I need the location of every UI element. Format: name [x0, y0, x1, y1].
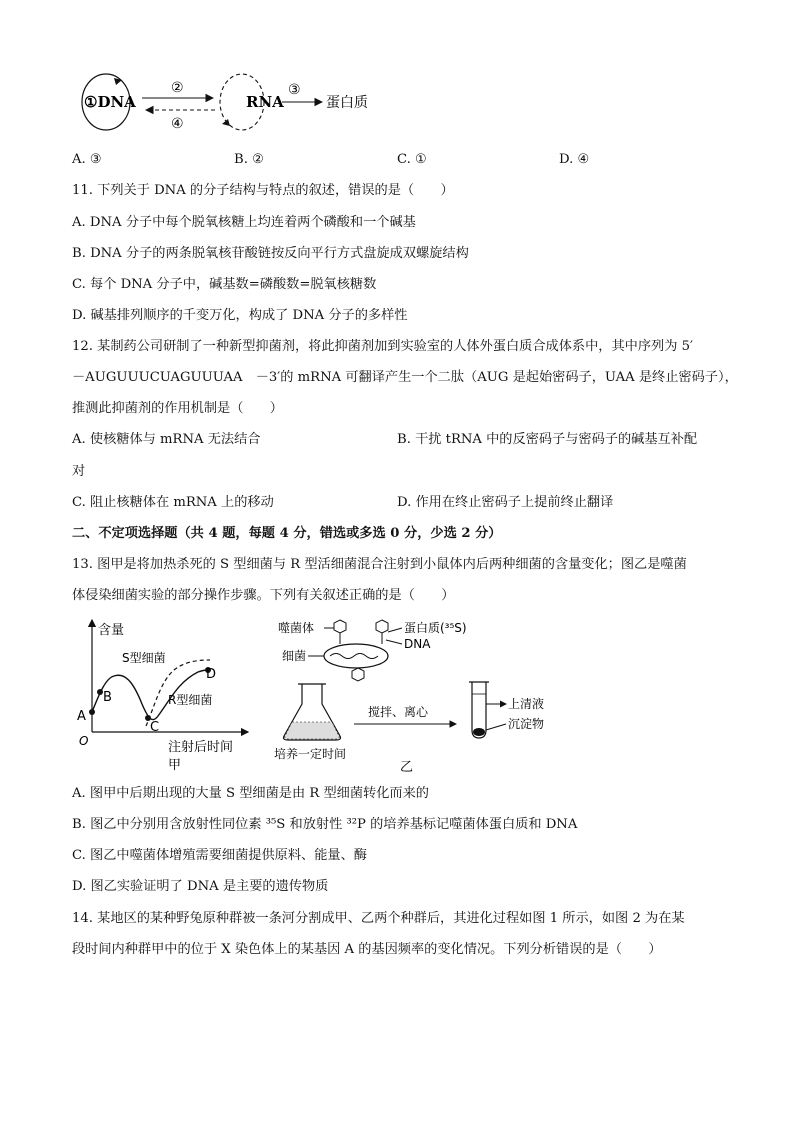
- section-2-heading: 二、不定项选择题（共 4 题，每题 4 分，错选或多选 0 分，少选 2 分）: [72, 526, 502, 541]
- y-axis-label: 含量: [98, 623, 125, 638]
- r-bacteria-label: R型细菌: [168, 693, 213, 707]
- point-c-label: C: [150, 720, 160, 735]
- q13-stem-line1: 13. 图甲是将加热杀死的 S 型细菌与 R 型活细菌混合注射到小鼠体内后两种细菌的含量变化；图乙是噬菌: [72, 557, 687, 572]
- bacterium-cell: [324, 644, 388, 668]
- figure-jia: [70, 612, 260, 774]
- protein-35s-label: 蛋白质(³⁵S): [404, 621, 467, 635]
- label-2: ②: [171, 80, 184, 96]
- x-axis-label: 注射后时间: [168, 740, 234, 755]
- q14-stem-line2: 段时间内种群甲中的位于 X 染色体上的某基因 A 的基因频率的变化情况。下列分析错误的是（ ）: [72, 942, 662, 957]
- q13-option-b[interactable]: B. 图乙中分别用含放射性同位素 ³⁵S 和放射性 ³²P 的培养基标记噬菌体蛋白质和 DNA: [72, 817, 578, 832]
- dna-loop-arrowhead: [114, 78, 122, 85]
- sediment-pointer: [486, 724, 506, 730]
- q12-option-b-continued: 对: [72, 464, 86, 479]
- phage-label: 噬菌体: [278, 621, 315, 635]
- stir-centrifuge-label: 搅拌、离心: [368, 705, 429, 719]
- q12-option-d[interactable]: D. 作用在终止密码子上提前终止翻译: [397, 495, 614, 510]
- dna-label-yi: DNA: [404, 637, 431, 651]
- q11-stem: 11. 下列关于 DNA 的分子结构与特点的叙述，错误的是（ ）: [72, 183, 454, 198]
- rna-loop-arrowhead: [222, 119, 230, 126]
- sediment-label: 沉淀物: [508, 717, 545, 731]
- q12-option-c[interactable]: C. 阻止核糖体在 mRNA 上的移动: [72, 495, 274, 510]
- q12-stem-line3: 推测此抑菌剂的作用机制是（ ）: [72, 401, 283, 416]
- point-b-label: B: [103, 690, 112, 705]
- origin-label: O: [79, 734, 89, 748]
- q10-option-b[interactable]: B. ②: [234, 152, 264, 167]
- phage-icon: [352, 668, 364, 681]
- culture-flask-icon: [284, 684, 341, 740]
- dna-label: ①DNA: [84, 93, 136, 111]
- q11-option-c[interactable]: C. 每个 DNA 分子中，碱基数=磷酸数=脱氧核糖数: [72, 277, 377, 292]
- supernatant-label: 上清液: [508, 697, 545, 711]
- q13-option-c[interactable]: C. 图乙中噬菌体增殖需要细菌提供原料、能量、酶: [72, 848, 367, 863]
- central-dogma-figure: [70, 66, 400, 136]
- bacteria-label: 细菌: [282, 649, 307, 663]
- q11-option-a[interactable]: A. DNA 分子中每个脱氧核糖上均连着两个磷酸和一个碱基: [72, 215, 416, 230]
- label-4: ④: [171, 116, 184, 132]
- q10-option-d[interactable]: D. ④: [559, 152, 590, 167]
- q14-stem-line1: 14. 某地区的某种野兔原种群被一条河分割成甲、乙两个种群后，其进化过程如图 1 所示，如图 2 为在某: [72, 911, 685, 926]
- q12-stem-line2: －AUGUUUCUAGUUUAA －3′的 mRNA 可翻译产生一个二肽（AUG 是起始密码子，UAA 是终止密码子），: [72, 370, 738, 385]
- point-a-label: A: [77, 709, 86, 724]
- q10-option-a[interactable]: A. ③: [72, 152, 102, 167]
- q10-option-c[interactable]: C. ①: [397, 152, 427, 167]
- q13-option-a[interactable]: A. 图甲中后期出现的大量 S 型细菌是由 R 型细菌转化而来的: [72, 786, 429, 801]
- q13-stem-line2: 体侵染细菌实验的部分操作步骤。下列有关叙述正确的是（ ）: [72, 588, 455, 603]
- protein-label: 蛋白质: [326, 95, 368, 111]
- s-bacteria-label: S型细菌: [122, 651, 166, 665]
- q11-option-b[interactable]: B. DNA 分子的两条脱氧核苷酸链按反向平行方式盘旋成双螺旋结构: [72, 246, 469, 261]
- figure-yi: [272, 612, 562, 774]
- bacterium-dna-wave: [330, 654, 378, 659]
- q12-option-a[interactable]: A. 使核糖体与 mRNA 无法结合: [72, 432, 261, 447]
- q11-option-d[interactable]: D. 碱基排列顺序的千变万化，构成了 DNA 分子的多样性: [72, 308, 408, 323]
- point-a: [89, 709, 95, 715]
- protein-pointer: [388, 628, 402, 632]
- figure-jia-caption: 甲: [168, 758, 182, 773]
- figure-yi-caption: 乙: [400, 760, 414, 774]
- culture-label: 培养一定时间: [274, 747, 347, 761]
- q13-option-d[interactable]: D. 图乙实验证明了 DNA 是主要的遗传物质: [72, 879, 329, 894]
- q12-stem-line1: 12. 某制药公司研制了一种新型抑菌剂，将此抑菌剂加到实验室的人体外蛋白质合成体系中，其中序列为 5′: [72, 339, 693, 354]
- dna-pointer: [386, 640, 402, 644]
- point-d-label: D: [206, 667, 217, 682]
- phage-icon: [334, 620, 346, 644]
- label-3: ③: [288, 82, 301, 98]
- q12-option-b[interactable]: B. 干扰 tRNA 中的反密码子与密码子的碱基互补配: [397, 432, 698, 447]
- rna-label: RNA: [246, 93, 284, 111]
